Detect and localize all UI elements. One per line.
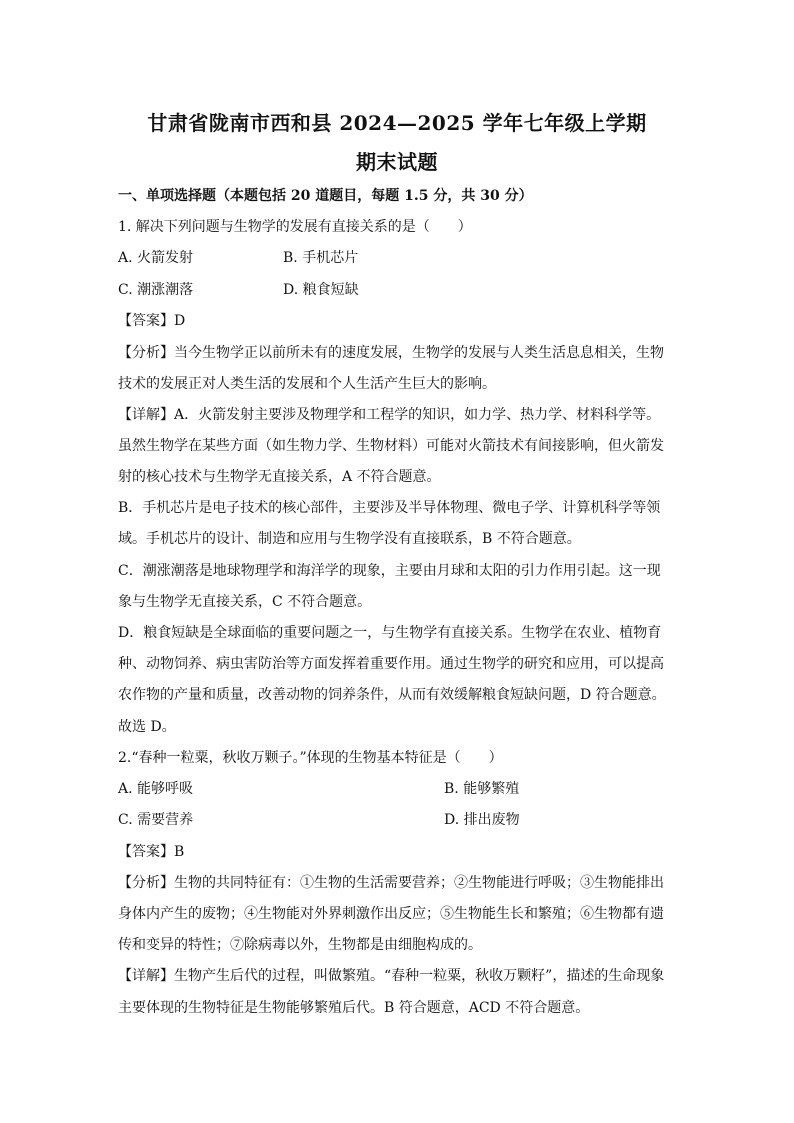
q2-option-b: B. 能够繁殖 (444, 781, 520, 797)
q1-option-a: A. 火箭发射 (118, 250, 194, 266)
q1-answer: 【答案】D (118, 313, 186, 329)
q2-option-d: D. 排出废物 (444, 812, 520, 828)
q1-detail-line: 故选 D。 (118, 719, 176, 735)
q2-detail-line: 主要体现的生物特征是生物能够繁殖后代。B 符合题意，ACD 不符合题意。 (118, 1000, 590, 1016)
q1-detail-line: B．手机芯片是电子技术的核心部件，主要涉及半导体物理、微电子学、计算机科学等领 (118, 500, 661, 516)
q2-answer: 【答案】B (118, 844, 185, 860)
q1-detail-line: 虽然生物学在某些方面（如生物力学、生物材料）可能对火箭技术有间接影响，但火箭发 (118, 438, 664, 454)
q2-analysis-line: 传和变异的特性；⑦除病毒以外，生物都是由细胞构成的。 (118, 937, 482, 953)
q1-detail-line: C．潮涨潮落是地球物理学和海洋学的现象，主要由月球和太阳的引力作用引起。这一现 (118, 563, 661, 579)
q1-detail-line: 射的核心技术与生物学无直接关系，A 不符合题意。 (118, 469, 441, 485)
q1-option-b: B. 手机芯片 (283, 250, 359, 266)
q1-detail-line: 象与生物学无直接关系，C 不符合题意。 (118, 594, 372, 610)
q2-detail-line: 【详解】生物产生后代的过程，叫做繁殖。“春种一粒粟，秋收万颗籽”，描述的生命现象 (118, 968, 665, 984)
q2-analysis-line: 身体内产生的废物；④生物能对外界刺激作出反应；⑤生物能生长和繁殖；⑥生物都有遗 (118, 906, 664, 922)
q2-option-c: C. 需要营养 (118, 812, 194, 828)
q1-analysis-line: 【分析】当今生物学正以前所未有的速度发展，生物学的发展与人类生活息息相关，生物 (118, 345, 664, 361)
q1-detail-line: 【详解】A．火箭发射主要涉及物理学和工程学的知识，如力学、热力学、材料科学等。 (118, 407, 661, 423)
q2-analysis-line: 【分析】生物的共同特征有：①生物的生活需要营养；②生物能进行呼吸；③生物能排出 (118, 875, 664, 891)
q1-option-c: C. 潮涨潮落 (118, 282, 194, 298)
document-title-line2: 期末试题 (356, 150, 438, 174)
q1-detail-line: 农作物的产量和质量，改善动物的饲养条件，从而有效缓解粮食短缺问题，D 符合题意。 (118, 687, 666, 703)
section-heading: 一、单项选择题（本题包括 20 道题目，每题 1.5 分，共 30 分） (118, 188, 533, 204)
q2-option-a: A. 能够呼吸 (118, 781, 194, 797)
q1-option-d: D. 粮食短缺 (283, 282, 359, 298)
q1-detail-line: 域。手机芯片的设计、制造和应用与生物学没有直接联系，B 不符合题意。 (118, 531, 581, 547)
q1-detail-line: 种、动物饲养、病虫害防治等方面发挥着重要作用。通过生物学的研究和应用，可以提高 (118, 656, 664, 672)
q1-stem: 1. 解决下列问题与生物学的发展有直接关系的是（ ） (118, 219, 472, 235)
q1-detail-line: D．粮食短缺是全球面临的重要问题之一，与生物学有直接关系。生物学在农业、植物育 (118, 625, 662, 641)
document-title-line1: 甘肃省陇南市西和县 2024—2025 学年七年级上学期 (147, 111, 647, 135)
q2-stem: 2.“春种一粒粟，秋收万颗子。”体现的生物基本特征是（ ） (118, 750, 503, 766)
q1-analysis-line: 技术的发展正对人类生活的发展和个人生活产生巨大的影响。 (118, 376, 496, 392)
